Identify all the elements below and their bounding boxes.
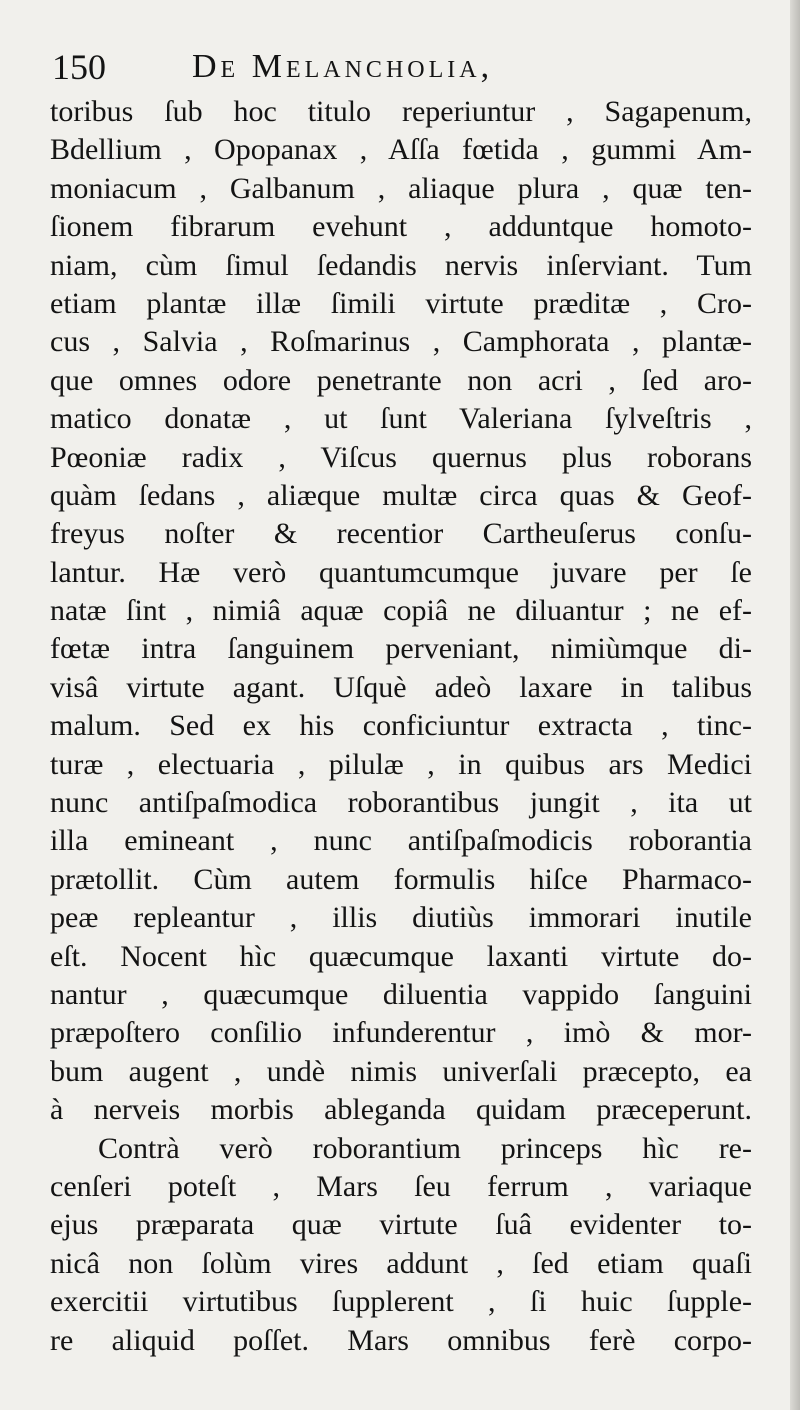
text-line: peæ repleantur , illis diutiùs immorari inutile xyxy=(50,901,752,935)
page-number: 150 xyxy=(52,47,106,87)
text-line: Bdellium , Opopanax , Aſſa fœtida , gummi Am- xyxy=(50,133,752,167)
text-line: ſionem fibrarum evehunt , adduntque homoto- xyxy=(50,210,752,244)
text-line: moniacum , Galbanum , aliaque plura , quæ ten- xyxy=(50,171,752,205)
text-line: exercitii virtutibus ſupplerent , ſi huic ſupple- xyxy=(50,1285,752,1319)
text-line: cenſeri poteſt , Mars ſeu ferrum , variaque xyxy=(50,1169,752,1203)
text-line: à nerveis morbis ableganda quidam præceperunt. xyxy=(50,1093,752,1127)
text-line: niam, cùm ſimul ſedandis nervis inſerviant. Tum xyxy=(50,248,752,282)
text-line: præpoſtero conſilio infunderentur , imò & mor- xyxy=(50,1016,752,1050)
text-line: Pœoniæ radix , Viſcus quernus plus roborans xyxy=(50,440,752,474)
text-line: eſt. Nocent hìc quæcumque laxanti virtute do- xyxy=(50,939,752,973)
text-line: nicâ non ſolùm vires addunt , ſed etiam quaſi xyxy=(50,1246,752,1280)
text-line: fœtæ intra ſanguinem perveniant, nimiùmque di- xyxy=(50,632,752,666)
text-line: nantur , quæcumque diluentia vappido ſanguini xyxy=(50,977,752,1011)
text-line: toribus ſub hoc titulo reperiuntur , Sagapenum, xyxy=(50,95,752,128)
text-line: freyus noſter & recentior Cartheuſerus conſu- xyxy=(50,517,752,551)
text-line: natæ ſint , nimiâ aquæ copiâ ne diluantur ; ne ef- xyxy=(50,594,752,628)
text-line: etiam plantæ illæ ſimili virtute præditæ , Cro- xyxy=(50,286,752,320)
text-line: prætollit. Cùm autem formulis hiſce Pharmaco- xyxy=(50,862,752,896)
text-line: illa emineant , nunc antiſpaſmodicis roborantia xyxy=(50,824,752,858)
text-line: matico donatæ , ut ſunt Valeriana ſylveſtris , xyxy=(50,402,752,436)
text-line: ejus præparata quæ virtute ſuâ evidenter to- xyxy=(50,1208,752,1242)
running-head-title: De Melancholia, xyxy=(192,48,494,85)
text-line: lantur. Hæ verò quantumcumque juvare per ſe xyxy=(50,555,752,589)
text-line: cus , Salvia , Roſmarinus , Camphorata , plantæ- xyxy=(50,325,752,359)
text-line: bum augent , undè nimis univerſali præcepto, ea xyxy=(50,1054,752,1088)
page-edge-shadow xyxy=(790,0,800,1410)
text-line: nunc antiſpaſmodica roborantibus jungit , ita ut xyxy=(50,786,752,820)
text-line: malum. Sed ex his conficiuntur extracta , tinc- xyxy=(50,709,752,743)
body-text xyxy=(50,93,752,1360)
text-line: quàm ſedans , aliæque multæ circa quas & Geof- xyxy=(50,478,752,512)
text-line: turæ , electuaria , pilulæ , in quibus ars Medici xyxy=(50,747,752,781)
text-line: visâ virtute agant. Uſquè adeò laxare in talibus xyxy=(50,670,752,704)
text-line: re aliquid poſſet. Mars omnibus ferè corpo- xyxy=(50,1323,752,1357)
running-head xyxy=(52,42,752,92)
paragraph-start-line: Contrà verò roborantium princeps hìc re- xyxy=(98,1131,752,1165)
text-line: que omnes odore penetrante non acri , ſed aro- xyxy=(50,363,752,397)
